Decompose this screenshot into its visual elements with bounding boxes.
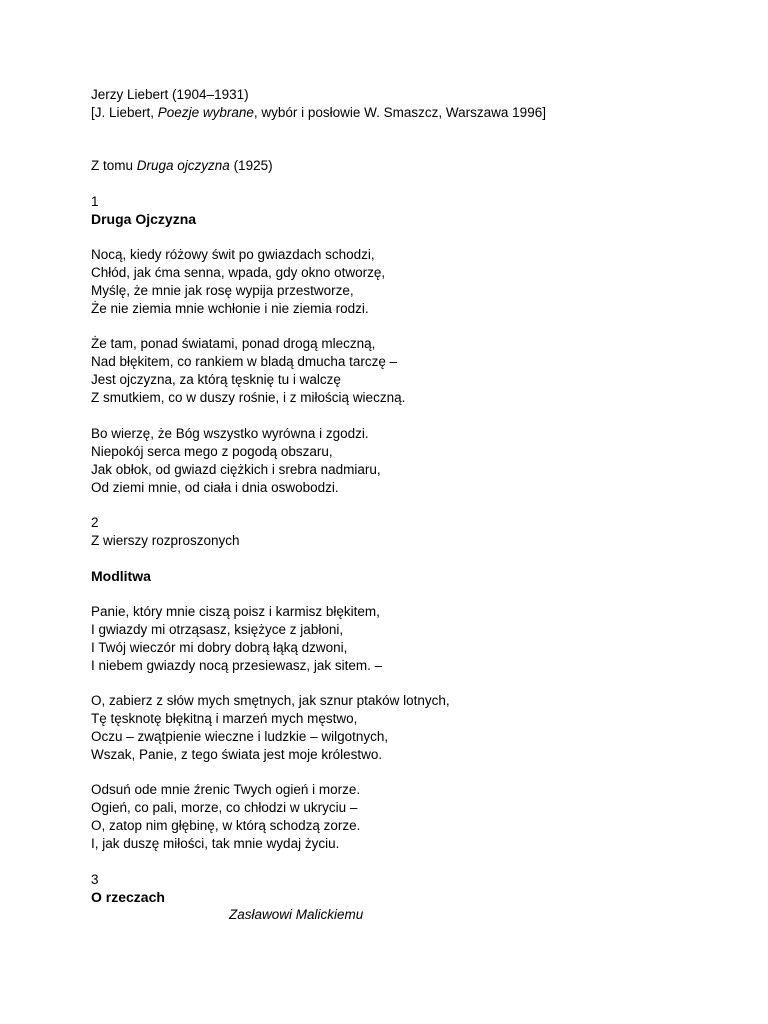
verse-line: Od ziemi mnie, od ciała i dnia oswobodzi. xyxy=(91,480,339,495)
collection-suffix: (1925) xyxy=(229,158,273,173)
verse-line: Nocą, kiedy różowy świt po gwiazdach schodzi, xyxy=(91,247,375,262)
source-line xyxy=(91,104,546,122)
verse-line: Że tam, ponad światami, ponad drogą mleczną, xyxy=(91,336,376,351)
verse-line: Bo wierzę, że Bóg wszystko wyrówna i zgodzi. xyxy=(91,426,369,441)
poem-number: 2 xyxy=(91,515,99,530)
verse-line: Jest ojczyzna, za którą tęsknię tu i walczę xyxy=(91,372,341,387)
poem-title: O rzeczach xyxy=(91,889,165,905)
poem-number: 1 xyxy=(91,194,99,209)
verse-line: Chłód, jak ćma senna, wpada, gdy okno otworzę, xyxy=(91,265,386,280)
verse-line: I, jak duszę miłości, tak mnie wydaj życiu. xyxy=(91,836,340,851)
poem-dedication: Zasławowi Malickiemu xyxy=(229,907,364,922)
verse-line: Wszak, Panie, z tego świata jest moje królestwo. xyxy=(91,747,383,762)
verse-line: Jak obłok, od gwiazd ciężkich i srebra nadmiaru, xyxy=(91,462,381,477)
verse-line: Odsuń ode mnie źrenic Twych ogień i morze. xyxy=(91,782,361,797)
collection-line xyxy=(91,157,273,175)
verse-line: I niebem gwiazdy nocą przesiewasz, jak sitem. – xyxy=(91,658,383,673)
verse-line: Że nie ziemia mnie wchłonie i nie ziemia rodzi. xyxy=(91,301,369,316)
verse-line: O, zabierz z słów mych smętnych, jak sznur ptaków lotnych, xyxy=(91,693,450,708)
verse-line: Oczu – zwątpienie wieczne i ludzkie – wilgotnych, xyxy=(91,729,389,744)
source-prefix: [J. Liebert, xyxy=(91,105,158,120)
source-suffix: , wybór i posłowie W. Smaszcz, Warszawa 1996] xyxy=(253,105,546,120)
verse-line: Niepokój serca mego z pogodą obszaru, xyxy=(91,444,333,459)
author-line: Jerzy Liebert (1904–1931) xyxy=(91,87,249,102)
source-title: Poezje wybrane xyxy=(157,105,254,120)
collection-title: Druga ojczyzna xyxy=(136,158,230,173)
verse-line: Myślę, że mnie jak rosę wypija przestworze, xyxy=(91,283,354,298)
poem-title: Druga Ojczyzna xyxy=(91,211,197,227)
collection-prefix: Z tomu xyxy=(91,158,137,173)
verse-line: Panie, który mnie ciszą poisz i karmisz błękitem, xyxy=(91,604,380,619)
poem-subtitle: Z wierszy rozproszonych xyxy=(91,533,240,548)
verse-line: Z smutkiem, co w duszy rośnie, i z miłością wieczną. xyxy=(91,390,406,405)
verse-line: Tę tęsknotę błękitną i marzeń mych męstwo, xyxy=(91,711,358,726)
verse-line: Ogień, co pali, morze, co chłodzi w ukryciu – xyxy=(91,800,358,815)
verse-line: I gwiazdy mi otrząsasz, księżyce z jabłoni, xyxy=(91,622,344,637)
poem-title: Modlitwa xyxy=(91,568,151,584)
poem-number: 3 xyxy=(91,872,99,887)
verse-line: I Twój wieczór mi dobry dobrą łąką dzwoni, xyxy=(91,640,348,655)
verse-line: O, zatop nim głębinę, w którą schodzą zorze. xyxy=(91,818,361,833)
verse-line: Nad błękitem, co rankiem w bladą dmucha tarczę – xyxy=(91,354,398,369)
